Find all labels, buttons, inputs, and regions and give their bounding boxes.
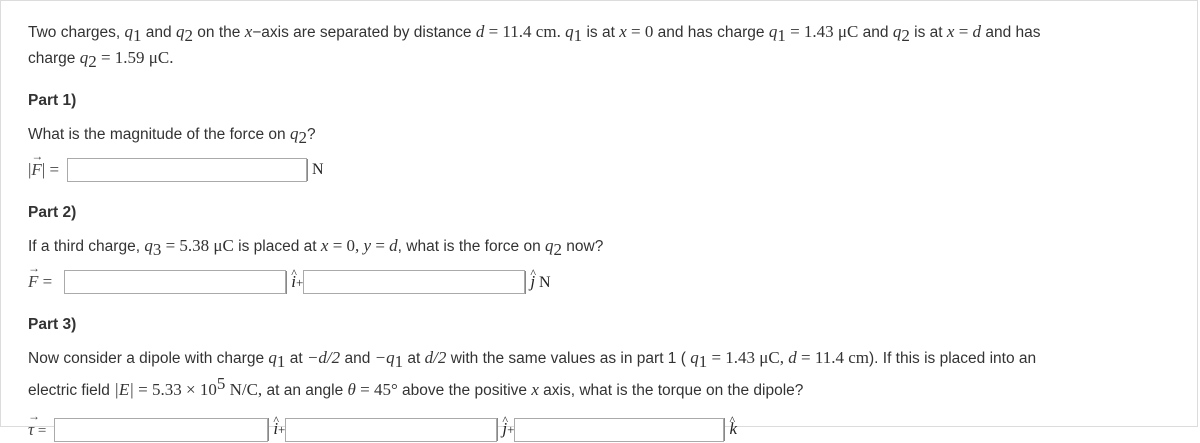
plus-sign: +: [278, 422, 286, 438]
question-text: If a third charge,: [28, 238, 145, 256]
intro-text: Two charges,: [28, 24, 125, 41]
math-d-value: = 11.4 cm: [796, 348, 869, 368]
math-eq: | =: [41, 160, 60, 180]
math-q3: q: [144, 236, 153, 256]
part2-heading: Part 2): [28, 204, 77, 222]
question-text: , what is the force on: [397, 238, 545, 256]
torque-label: [28, 420, 46, 440]
math-i-hat: ^ i: [273, 418, 278, 440]
plus-sign: +: [295, 274, 304, 290]
math-F: → F: [28, 272, 38, 292]
math-x: x: [320, 236, 329, 256]
math-q1-value: = 1.43 μC,: [707, 348, 789, 368]
math-sub: 1: [394, 352, 404, 372]
math-q2: q: [79, 48, 89, 68]
math-y: y: [363, 236, 372, 256]
math-q1: q: [124, 22, 133, 41]
question-text: electric field: [28, 382, 115, 400]
math-sub: 1: [573, 26, 583, 46]
math-E-value: = 5.33 × 10: [133, 380, 217, 400]
part1-question: [28, 123, 1177, 149]
plus-sign: +: [507, 422, 515, 438]
intro-text: and has: [981, 24, 1041, 41]
math-q2: q: [545, 236, 554, 256]
math-q1: q: [768, 22, 778, 41]
math-q1: q: [690, 348, 699, 368]
question-text: at: [403, 350, 425, 368]
math-neg-q1: −q: [374, 348, 395, 368]
question-text: What is the magnitude of the force on: [28, 126, 290, 144]
math-E-unit: N/C,: [225, 380, 263, 400]
force-i-input[interactable]: [64, 270, 286, 294]
math-sub: 2: [184, 26, 193, 46]
part1-answer-row: [28, 157, 1177, 183]
math-d-half: d/2: [424, 348, 447, 368]
math-x: x: [619, 22, 627, 41]
math-d: d: [389, 236, 398, 256]
math-j-hat: ^ j: [502, 418, 507, 440]
math-k-hat: ^ k: [729, 418, 737, 440]
math-sub: 2: [901, 26, 910, 46]
math-d: d: [788, 348, 797, 368]
math-d: d: [972, 22, 982, 41]
math-q3-value: = 5.38 μC: [161, 236, 234, 256]
part3-heading: Part 3): [28, 316, 77, 334]
question-text: is placed at: [233, 238, 321, 256]
unit-i-hat: [268, 418, 285, 441]
math-q2: q: [289, 124, 299, 144]
math-q1: q: [268, 348, 277, 368]
question-text: ). If this is placed into an: [868, 350, 1037, 368]
math-sub: 1: [133, 26, 142, 46]
force-vector-label: [28, 272, 52, 292]
part3-answer-row: [28, 417, 1177, 443]
math-eq: =: [34, 422, 47, 439]
unit-k-hat: [724, 418, 737, 441]
math-eq: =: [954, 22, 973, 41]
math-q1: q: [565, 22, 574, 41]
math-sub: 1: [698, 352, 708, 372]
torque-j-input[interactable]: [285, 418, 497, 442]
math-x: x: [244, 22, 253, 41]
part3-question-line-1: [28, 347, 1177, 373]
unit-newton: N: [539, 273, 551, 291]
force-j-input[interactable]: [303, 270, 525, 294]
torque-i-input[interactable]: [54, 418, 268, 442]
math-x: x: [531, 380, 539, 400]
math-q2-value: = 1.59 μC.: [96, 48, 174, 68]
math-F: → F: [31, 160, 41, 180]
question-text: ?: [306, 126, 316, 144]
part2-answer-row: [28, 269, 1177, 295]
math-x: x: [946, 22, 955, 41]
math-sub: 1: [777, 26, 786, 46]
math-sub: 1: [276, 352, 286, 372]
unit-j-hat: [497, 418, 514, 441]
part1-heading: Part 1): [28, 92, 77, 110]
question-text: at an angle: [262, 382, 348, 400]
intro-text: and has charge: [653, 24, 769, 41]
math-neg-d-half: −d/2: [306, 348, 341, 368]
math-sub: 3: [152, 240, 162, 260]
math-q2: q: [892, 22, 902, 41]
math-exponent: 5: [216, 374, 226, 394]
unit-newton-label: N: [307, 159, 324, 181]
question-text: now?: [562, 238, 604, 256]
math-sub: 2: [298, 128, 307, 148]
math-q1-value: = 1.43 μC: [785, 22, 859, 41]
intro-text: −axis are separated by distance: [252, 24, 476, 41]
math-q2: q: [175, 22, 185, 41]
math-eq: =: [38, 272, 53, 292]
intro-line-1: [28, 21, 1177, 47]
math-sub: 2: [553, 240, 562, 260]
intro-text: charge: [28, 50, 80, 68]
part3-question-line-2: [28, 373, 1177, 402]
question-text: axis, what is the torque on the dipole?: [538, 382, 804, 400]
math-theta-value: = 45°: [355, 380, 398, 400]
problem-content: [28, 21, 1177, 443]
question-text: Now consider a dipole with charge: [28, 350, 269, 368]
force-magnitude-label: |→ F| =: [28, 160, 59, 180]
question-text: and: [340, 350, 375, 368]
math-i-hat: ^ i: [291, 271, 296, 293]
part2-question: [28, 235, 1177, 261]
math-d: d: [475, 22, 485, 41]
math-eq: = 0,: [328, 236, 364, 256]
math-j-hat: ^ j: [530, 271, 535, 293]
math-x-value: = 0: [626, 22, 654, 41]
math-E-magnitude: |E|: [114, 380, 134, 400]
question-text: above the positive: [397, 382, 532, 400]
question-text: with the same values as in part 1 (: [446, 350, 691, 368]
math-eq: =: [371, 236, 390, 256]
intro-text: is at: [582, 24, 620, 41]
math-sub: 2: [88, 52, 97, 72]
math-tau: → τ: [28, 420, 34, 440]
intro-text: on the: [192, 24, 245, 41]
math-d-value: = 11.4 cm.: [484, 22, 561, 41]
math-theta: θ: [347, 380, 356, 400]
question-text: at: [285, 350, 307, 368]
intro-text: is at: [909, 24, 947, 41]
force-magnitude-input[interactable]: [67, 158, 307, 182]
intro-text: and: [858, 24, 893, 41]
intro-text: and: [141, 24, 176, 41]
torque-k-input[interactable]: [514, 418, 724, 442]
intro-line-2: [28, 47, 1177, 73]
unit-j-hat: [525, 271, 550, 294]
unit-i-hat: [286, 271, 303, 294]
